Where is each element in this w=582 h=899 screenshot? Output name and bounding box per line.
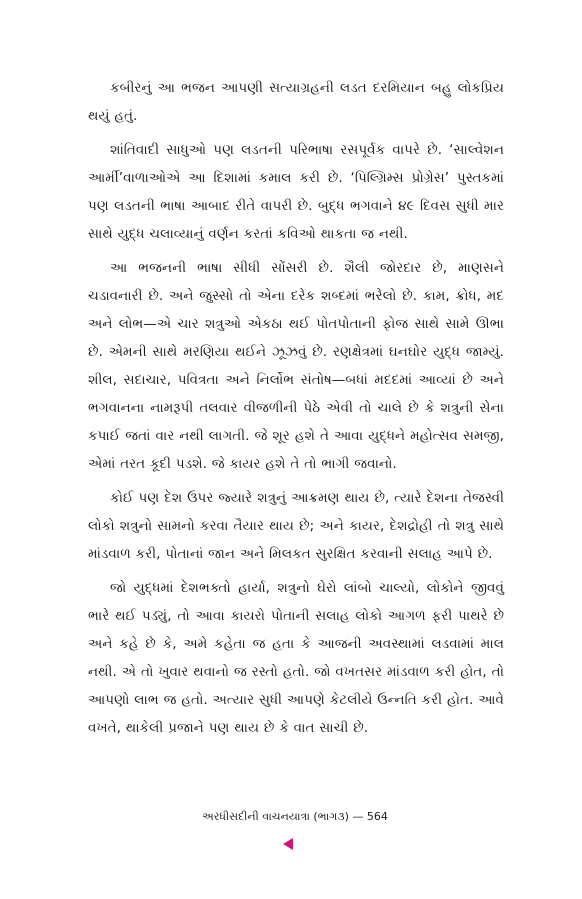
- body-text: [88, 74, 504, 748]
- page-footer: અરધીસદીની વાચનયાત્રા (ભાગ૩) — 564: [202, 810, 388, 823]
- paragraph-yuddh-har: જો યુદ્ધમાં દેશભક્તો હાર્યા, શત્રુનો ઘેરો લાંબો ચાલ્યો, લોકોને જીવવું ભારે થઈ પડ્યું, તો આવા કાયરો પોતાની સલાહ લોકો આગળ ફરી પાથરે છે અને કહે છે કે, અમે કહેતા જ હતા કે આજની અવસ્થામાં લડવામાં માલ નથી. એ તો ખુવાર થવાનો જ રસ્તો હતો. જો વખતસર માંડવાળ કરી હોત, તો આપણો લાભ જ હતો. અત્યાર સુધી આપણે કેટલીયે ઉન્નતિ કરી હોત. આવે વખતે, થાકેલી પ્રજાને પણ થાય છે કે વાત સાચી છે.: [88, 580, 504, 736]
- paragraph-desh-akraman: કોઈ પણ દેશ ઉપર જ્યારે શત્રુનું આક્રમણ થાય છે, ત્યારે દેશના તેજસ્વી લોકો શત્રુનો સામનો કરવા તૈયાર થાય છે; અને કાયર, દેશદ્રોહી તો શત્રુ સાથે માંડવાળ કરી, પોતાનાં જાન અને મિલકત સુરક્ષિત કરવાની સલાહ આપે છે.: [88, 490, 504, 562]
- previous-page-arrow-icon[interactable]: [283, 838, 293, 850]
- paragraph-bhajan-bhasha: આ ભજનની ભાષા સીધી સોંસરી છે. શૈલી જોરદાર છે, માણસને ચડાવનારી છે. અને જુસ્સો તો એના દરેક શબ્દમાં ભરેલો છે. કામ, ક્રોધ, મદ અને લોભ—એ ચાર શત્રુઓ એકઠા થઈ પોતપોતાની ફોજ સાથે સામે ઊભા છે. એમની સાથે મરણિયા થઈને ઝૂઝવું છે. રણક્ષેત્રમાં ઘનઘોર યુદ્ધ જામ્યું. શીલ, સદાચાર, પવિત્રતા અને નિર્લોભ સંતોષ—બધાં મદદમાં આવ્યાં છે અને ભગવાનના નામરૂપી તલવાર વીજળીની પેઠે એવી તો ચાલે છે કે શત્રુની સેના કપાઈ જતાં વાર નથી લાગતી. જે શૂર હશે તે આવા યુદ્ધને મહોત્સવ સમજી, એમાં તરત કૂદી પડશે. જે કાયર હશે તે તો ભાગી જવાનો.: [88, 260, 504, 472]
- paragraph-kabir-bhajan: કબીરનું આ ભજન આપણી સત્યાગ્રહની લડત દરમિયાન બહુ લોકપ્રિય થયું હતું.: [88, 80, 504, 124]
- paragraph-shantivadi: શાંતિવાદી સાધુઓ પણ લડતની પરિભાષા રસપૂર્વક વાપરે છે. ‘સાલ્વેશન આર્મી’વાળાઓએ આ દિશામાં કમાલ કરી છે. ‘પિલ્ગ્રિમ્સ પ્રોગ્રેસ’ પુસ્તકમાં પણ લડતની ભાષા આબાદ રીતે વાપરી છે. બુદ્ધ ભગવાને ૪૯ દિવસ સુધી માર સાથે યુદ્ધ ચલાવ્યાનું વર્ણન કરતાં કવિઓ થાકતા જ નથી.: [88, 142, 504, 242]
